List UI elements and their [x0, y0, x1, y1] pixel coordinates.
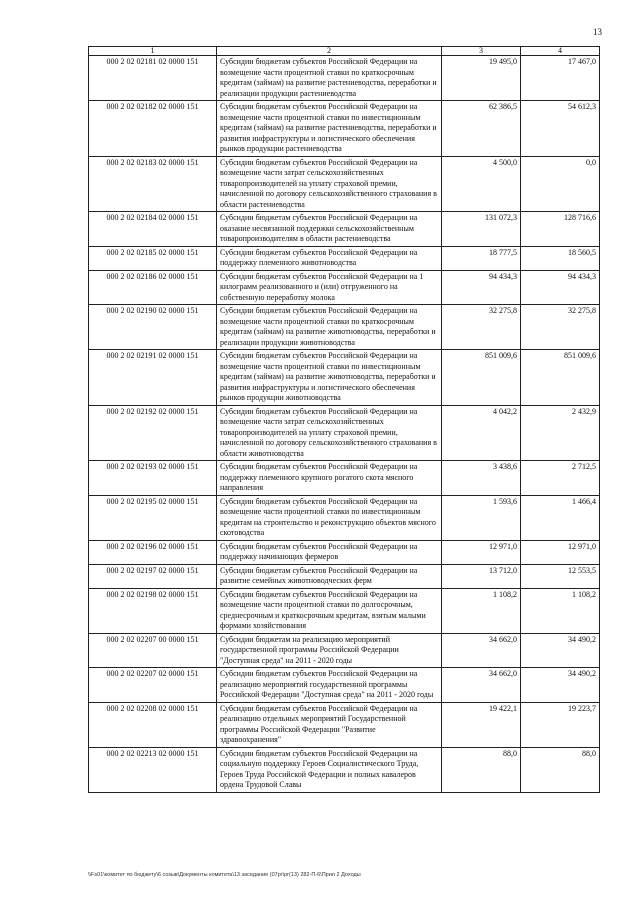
description-cell: Субсидии бюджетам субъектов Российской Федерации на возмещение части процентной ставки по инвестиционным кредитам (займам) на развитие животноводства, переработки и развития инфраструктуры и логистического обеспечения рынков продукции животноводства	[217, 350, 442, 406]
table-body	[89, 56, 600, 793]
description-cell: Субсидии бюджетам субъектов Российской Федерации на 1 килограмм реализованного и (или) отгруженного на собственную переработку молока	[217, 270, 442, 305]
actual-amount-cell: 34 490,2	[521, 668, 600, 703]
actual-amount-cell: 18 560,5	[521, 246, 600, 270]
budget-code-cell: 000 2 02 02182 02 0000 151	[89, 101, 217, 157]
table-row	[89, 405, 600, 461]
plan-amount-cell: 19 495,0	[442, 56, 521, 101]
table-row	[89, 702, 600, 747]
revenue-table	[88, 46, 600, 793]
plan-amount-cell: 3 438,6	[442, 461, 521, 496]
budget-code-cell: 000 2 02 02207 02 0000 151	[89, 668, 217, 703]
description-cell: Субсидии бюджетам субъектов Российской Федерации на поддержку племенного крупного рогатого скота мясного направления	[217, 461, 442, 496]
plan-amount-cell: 851 009,6	[442, 350, 521, 406]
budget-code-cell: 000 2 02 02185 02 0000 151	[89, 246, 217, 270]
budget-code-cell: 000 2 02 02208 02 0000 151	[89, 702, 217, 747]
budget-code-cell: 000 2 02 02197 02 0000 151	[89, 564, 217, 588]
column-header-fact: 4	[521, 47, 600, 56]
budget-code-cell: 000 2 02 02184 02 0000 151	[89, 212, 217, 247]
plan-amount-cell: 62 386,5	[442, 101, 521, 157]
actual-amount-cell: 1 108,2	[521, 588, 600, 633]
budget-code-cell: 000 2 02 02213 02 0000 151	[89, 747, 217, 792]
actual-amount-cell: 0,0	[521, 156, 600, 212]
plan-amount-cell: 32 275,8	[442, 305, 521, 350]
plan-amount-cell: 12 971,0	[442, 540, 521, 564]
plan-amount-cell: 4 500,0	[442, 156, 521, 212]
description-cell: Субсидии бюджетам субъектов Российской Федерации на оказание несвязанной поддержки сельскохозяйственным товаропроизводителям в области растениеводства	[217, 212, 442, 247]
budget-code-cell: 000 2 02 02193 02 0000 151	[89, 461, 217, 496]
plan-amount-cell: 88,0	[442, 747, 521, 792]
description-cell: Субсидии бюджетам субъектов Российской Федерации на поддержку племенного животноводства	[217, 246, 442, 270]
table-row	[89, 246, 600, 270]
table-row	[89, 270, 600, 305]
description-cell: Субсидии бюджетам субъектов Российской Федерации на возмещение части процентной ставки по краткосрочным кредитам (займам) на развитие растениеводства, переработки и реализации продукции растениеводства	[217, 56, 442, 101]
budget-code-cell: 000 2 02 02183 02 0000 151	[89, 156, 217, 212]
table-row	[89, 350, 600, 406]
table-row	[89, 156, 600, 212]
description-cell: Субсидии бюджетам субъектов Российской Федерации на возмещение части процентной ставки по краткосрочным кредитам (займам) на развитие животноводства, переработки и реализации продукции животноводства	[217, 305, 442, 350]
description-cell: Субсидии бюджетам на реализацию мероприятий государственной программы Российской Федерации "Доступная среда" на 2011 - 2020 годы	[217, 633, 442, 668]
table-row	[89, 101, 600, 157]
description-cell: Субсидии бюджетам субъектов Российской Федерации на возмещение части затрат сельскохозяйственных товаропроизводителей на уплату страховой премии, начисленной по договору сельскохозяйственного страхования в области животноводства	[217, 405, 442, 461]
plan-amount-cell: 13 712,0	[442, 564, 521, 588]
column-header-code: 1	[89, 47, 217, 56]
plan-amount-cell: 19 422,1	[442, 702, 521, 747]
plan-amount-cell: 34 662,0	[442, 668, 521, 703]
actual-amount-cell: 32 275,8	[521, 305, 600, 350]
actual-amount-cell: 34 490,2	[521, 633, 600, 668]
table-row	[89, 633, 600, 668]
description-cell: Субсидии бюджетам субъектов Российской Федерации на возмещение части затрат сельскохозяйственных товаропроизводителей на уплату страховой премии, начисленной по договору сельскохозяйственного страхования в области растениеводства	[217, 156, 442, 212]
description-cell: Субсидии бюджетам субъектов Российской Федерации на поддержку начинающих фермеров	[217, 540, 442, 564]
table-row	[89, 305, 600, 350]
budget-code-cell: 000 2 02 02195 02 0000 151	[89, 495, 217, 540]
table-row	[89, 495, 600, 540]
actual-amount-cell: 17 467,0	[521, 56, 600, 101]
actual-amount-cell: 2 712,5	[521, 461, 600, 496]
budget-code-cell: 000 2 02 02198 02 0000 151	[89, 588, 217, 633]
plan-amount-cell: 131 072,3	[442, 212, 521, 247]
actual-amount-cell: 12 553,5	[521, 564, 600, 588]
table-row	[89, 747, 600, 792]
description-cell: Субсидии бюджетам субъектов Российской Федерации на развитие семейных животноводческих ферм	[217, 564, 442, 588]
table-header-row	[89, 47, 600, 56]
budget-code-cell: 000 2 02 02190 02 0000 151	[89, 305, 217, 350]
description-cell: Субсидии бюджетам субъектов Российской Федерации на реализацию отдельных мероприятий Государственной программы Российской Федерации "Развитие здравоохранения"	[217, 702, 442, 747]
table-row	[89, 540, 600, 564]
description-cell: Субсидии бюджетам субъектов Российской Федерации на возмещение части процентной ставки по инвестиционным кредитам (займам) на развитие растениеводства, переработки и развития инфраструктуры и логистического обеспечения рынков продукции растениеводства	[217, 101, 442, 157]
actual-amount-cell: 851 009,6	[521, 350, 600, 406]
page-number: 13	[593, 27, 602, 37]
plan-amount-cell: 1 593,6	[442, 495, 521, 540]
table-row	[89, 668, 600, 703]
table-row	[89, 461, 600, 496]
table-row	[89, 212, 600, 247]
budget-code-cell: 000 2 02 02207 00 0000 151	[89, 633, 217, 668]
plan-amount-cell: 94 434,3	[442, 270, 521, 305]
actual-amount-cell: 94 434,3	[521, 270, 600, 305]
description-cell: Субсидии бюджетам субъектов Российской Федерации на реализацию мероприятий государственной программы Российской Федерации "Доступная среда" на 2011 - 2020 годы	[217, 668, 442, 703]
actual-amount-cell: 54 612,3	[521, 101, 600, 157]
table-row	[89, 56, 600, 101]
column-header-plan: 3	[442, 47, 521, 56]
budget-code-cell: 000 2 02 02181 02 0000 151	[89, 56, 217, 101]
actual-amount-cell: 128 716,6	[521, 212, 600, 247]
actual-amount-cell: 2 432,9	[521, 405, 600, 461]
actual-amount-cell: 19 223,7	[521, 702, 600, 747]
budget-code-cell: 000 2 02 02192 02 0000 151	[89, 405, 217, 461]
table-row	[89, 588, 600, 633]
plan-amount-cell: 18 777,5	[442, 246, 521, 270]
description-cell: Субсидии бюджетам субъектов Российской Федерации на возмещение части процентной ставки по инвестиционным кредитам на строительство и реконструкцию объектов мясного скотоводства	[217, 495, 442, 540]
actual-amount-cell: 88,0	[521, 747, 600, 792]
budget-code-cell: 000 2 02 02186 02 0000 151	[89, 270, 217, 305]
column-header-name: 2	[217, 47, 442, 56]
plan-amount-cell: 34 662,0	[442, 633, 521, 668]
description-cell: Субсидии бюджетам субъектов Российской Федерации на социальную поддержку Героев Социалистического Труда, Героев Труда Российской Федерации и полных кавалеров ордена Трудовой Славы	[217, 747, 442, 792]
footer-file-path: \\Fs01\комитет по бюджету\6 созыв\Документы комитета\13 заседание (07pr\pr(13) 282-П-6\Прил 2 Доходы	[88, 872, 361, 878]
plan-amount-cell: 1 108,2	[442, 588, 521, 633]
plan-amount-cell: 4 042,2	[442, 405, 521, 461]
budget-code-cell: 000 2 02 02196 02 0000 151	[89, 540, 217, 564]
table-row	[89, 564, 600, 588]
budget-code-cell: 000 2 02 02191 02 0000 151	[89, 350, 217, 406]
description-cell: Субсидии бюджетам субъектов Российской Федерации на возмещение части процентной ставки по долгосрочным, среднесрочным и краткосрочным кредитам, взятым малыми формами хозяйствования	[217, 588, 442, 633]
actual-amount-cell: 12 971,0	[521, 540, 600, 564]
actual-amount-cell: 1 466,4	[521, 495, 600, 540]
